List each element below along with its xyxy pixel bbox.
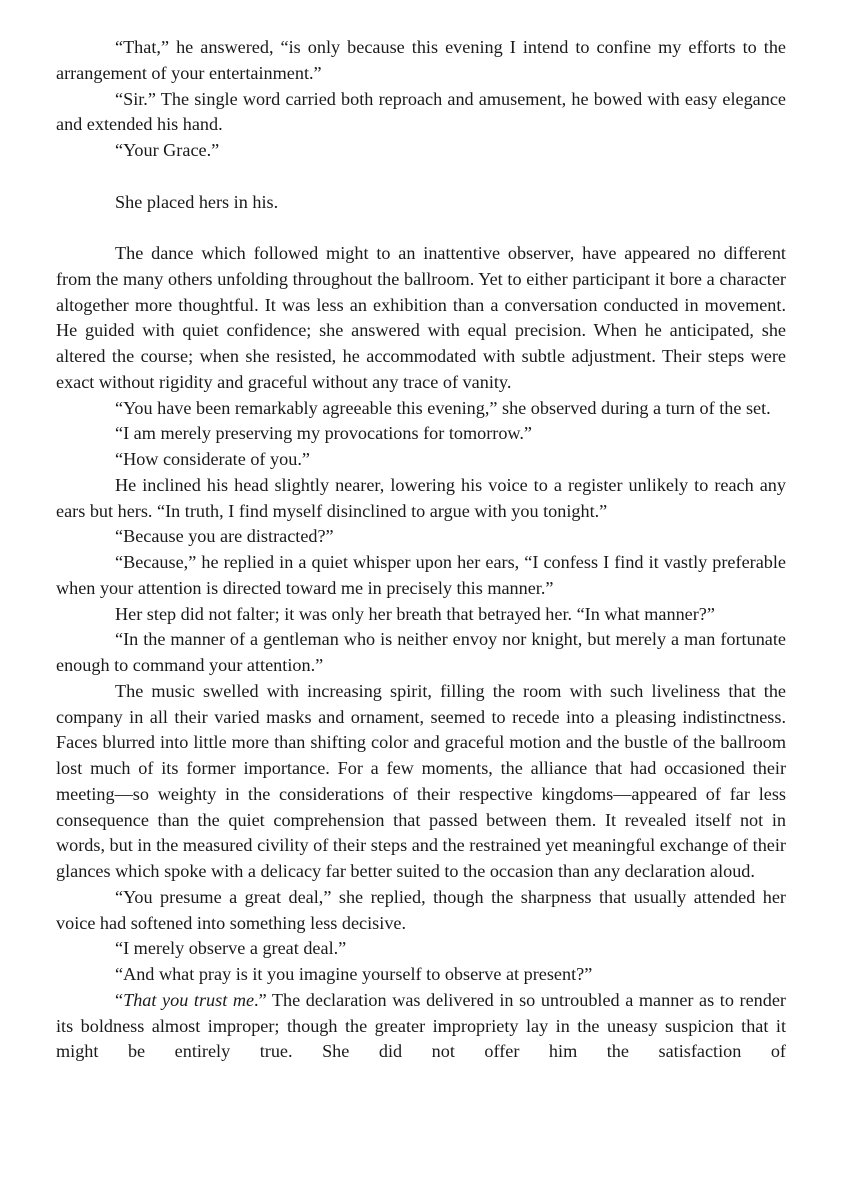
italic-phrase: That you trust me (123, 989, 255, 1010)
paragraph: “Because you are distracted?” (115, 526, 334, 547)
paragraph: “Because,” he replied in a quiet whisper upon her ears, “I confess I find it vastly preferable when your attention is directed toward me in precisely this manner.” (56, 552, 786, 598)
paragraph: “Your Grace.” (115, 140, 220, 160)
paragraph-text: .” The declaration was delivered in so untroubled a manner as to render its boldness almost improper; though the greater impropriety lay in the uneasy suspicion that it might be entirely true. She did not offer him the satisfaction of (56, 989, 786, 1062)
open-quote: “ (115, 989, 124, 1010)
paragraph: “That,” he answered, “is only because this evening I intend to confine my efforts to the arrangement of your entertainment.” (56, 37, 786, 83)
paragraph: “You presume a great deal,” she replied, though the sharpness that usually attended her voice had softened into something less decisive. (56, 886, 786, 933)
paragraph: “I am merely preserving my provocations for tomorrow.” (115, 423, 532, 444)
paragraph: “And what pray is it you imagine yourself to observe at present?” (115, 964, 593, 984)
paragraph: “I merely observe a great deal.” (115, 938, 347, 959)
paragraph: “You have been remarkably agreeable this evening,” she observed during a turn of the set. (115, 397, 771, 418)
paragraph: “How considerate of you.” (115, 449, 310, 469)
manuscript-page (56, 35, 786, 1065)
paragraph-final (56, 988, 786, 1065)
paragraph: “Sir.” The single word carried both reproach and amusement, he bowed with easy elegance and extended his hand. (56, 88, 786, 135)
paragraph: “In the manner of a gentleman who is neither envoy nor knight, but merely a man fortunate enough to command your attention.” (56, 629, 786, 675)
paragraph: The dance which followed might to an inattentive observer, have appeared no different from the many others unfolding throughout the ballroom. Yet to either participant it bore a character altogether more thoughtful. It was less an exhibition than a conversation conducted in movement. He guided with quiet confidence; she answered with equal precision. When he anticipated, she altered the course; when she resisted, he accommodated with subtle adjustment. Their steps were exact without rigidity and graceful without any trace of vanity. (56, 243, 786, 392)
paragraph: The music swelled with increasing spirit, filling the room with such liveliness that the company in all their varied masks and ornament, seemed to recede into a pleasing indistinctness. Faces blurred into little more than shifting color and graceful motion and the bustle of the ballroom lost much of its former importance. For a few moments, the alliance that had occasioned their meeting—so weighty in the considerations of their respective kingdoms—appeared of far less consequence than the quiet comprehension that passed between them. It revealed itself not in words, but in the measured civility of their steps and the restrained yet meaningful exchange of their glances which spoke with a delicacy far better suited to the occasion than any declaration aloud. (56, 680, 786, 881)
paragraph: She placed hers in his. (115, 191, 279, 212)
paragraph: He inclined his head slightly nearer, lowering his voice to a register unlikely to reach any ears but hers. “In truth, I find myself disinclined to argue with you tonight.” (56, 474, 786, 521)
paragraph: Her step did not falter; it was only her breath that betrayed her. “In what manner?” (115, 603, 715, 624)
